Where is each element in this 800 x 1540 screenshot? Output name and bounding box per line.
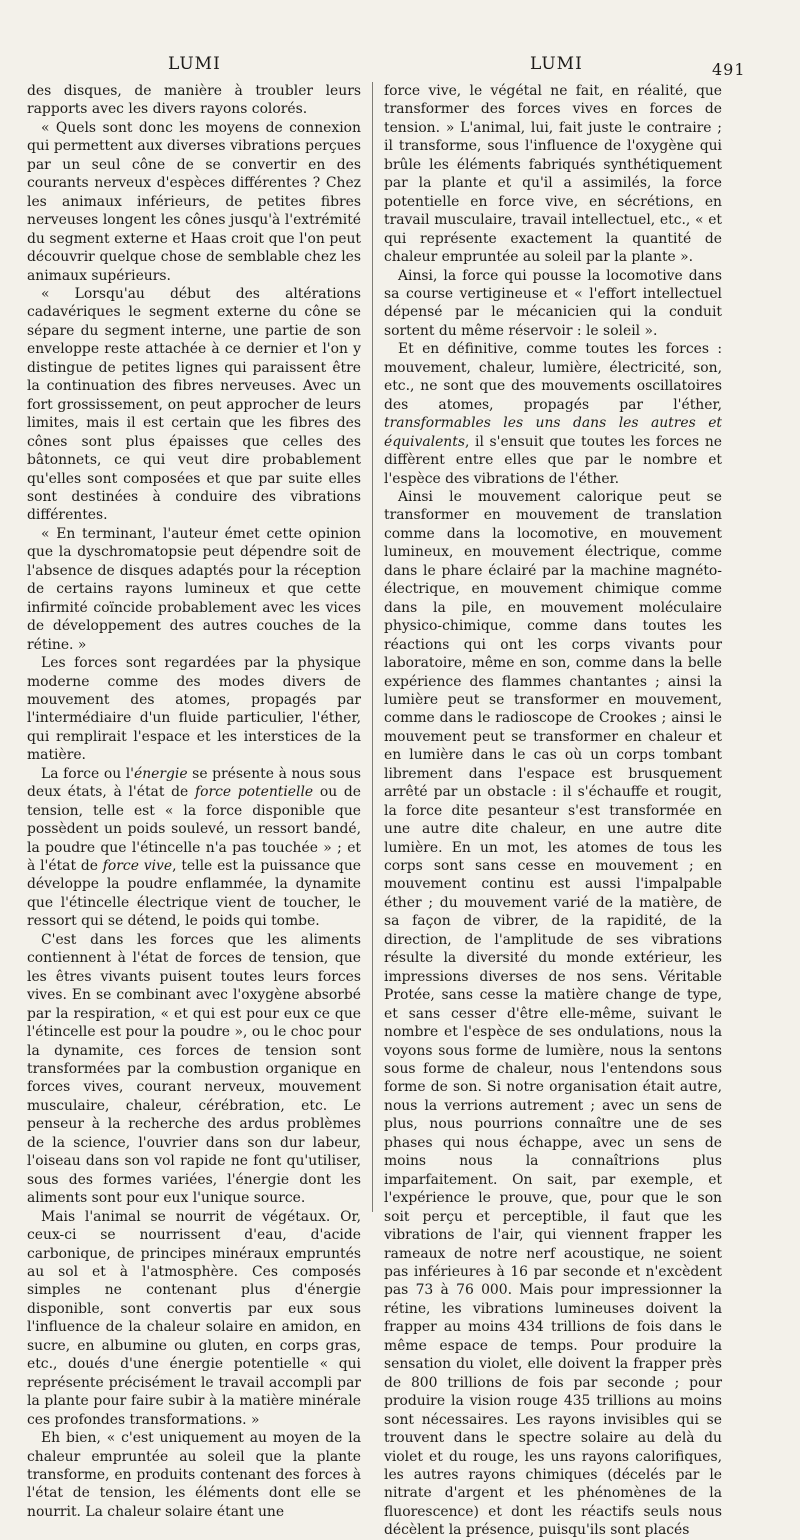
- running-title-left: LUMI: [168, 54, 221, 74]
- text-run: se présente à nous sous deux états, à l'état de: [27, 765, 361, 801]
- paragraph: [27, 765, 361, 931]
- paragraph: des disques, de manière à troubler leurs rapports avec les divers rayons colorés.: [27, 83, 361, 118]
- paragraph: « Lorsqu'au début des altérations cadavériques le segment externe du cône se sépare du segment interne, une partie de son enveloppe reste attachée à ce dernier et l'on y distingue de petites lignes qui paraissent être la continuation des fibres nerveuses. Avec un fort grossissement, on peut approcher de leurs limites, mais il est certain que les fibres des cônes sont plus épaisses que celles des bâtonnets, ce qui veut dire probablement qu'elles sont composées et que par suite elles sont destinées à conduire des vibrations différentes.: [27, 285, 361, 524]
- text-run: , telle est la puissance que développe la poudre enflammée, la dynamite que l'étincelle électrique vient de toucher, le ressort qui se détend, le poids qui tombe.: [27, 858, 361, 930]
- column-divider: [372, 82, 373, 1212]
- emphasis: énergie: [134, 765, 188, 782]
- paragraph: Eh bien, « c'est uniquement au moyen de la chaleur empruntée au soleil que la plante transforme, en produits contenant des forces à l'état de tension, les éléments dont elle se nourrit. La chaleur solaire étant une: [27, 1430, 361, 1520]
- paragraph: [384, 340, 722, 488]
- paragraph: C'est dans les forces que les aliments contiennent à l'état de forces de tension, que les êtres vivants puisent toutes leurs forces vives. En se combinant avec l'oxygène absorbé par la respiration, « et qui est pour eux ce que l'étincelle est pour la poudre », ou le choc pour la dynamite, ces forces de tension sont transformées par la combustion organique en forces vives, courant nerveux, mouvement musculaire, chaleur, cérébration, etc. Le penseur à la recherche des ardus problèmes de la science, l'ouvrier dans son dur labeur, l'oiseau dans son vol rapide ne font qu'utiliser, sous des formes variées, l'énergie dont les aliments sont pour eux l'unique source.: [27, 931, 361, 1207]
- text-run: , il s'ensuit que toutes les forces ne diffèrent entre elles que par le nombre et l'espèce des vibrations de l'éther.: [384, 433, 722, 487]
- emphasis: force potentielle: [194, 784, 314, 801]
- text-run: Et en définitive, comme toutes les forces : mouvement, chaleur, lumière, électricité, son, etc., ne sont que des mouvements oscillatoires des atomes, propagés par l'éther,: [384, 341, 722, 413]
- emphasis: transformables les uns dans les autres et équivalents: [384, 415, 722, 450]
- text-run: ou de tension, telle est « la force disponible que possèdent un poids soulevé, un ressort bandé, la poudre que l'étincelle n'a pas touchée » ; et à l'état de: [27, 784, 361, 875]
- paragraph: Ainsi le mouvement calorique peut se transformer en mouvement de translation comme dans la locomotive, en mouvement lumineux, en mouvement électrique, comme dans le phare éclairé par la machine magnéto-électrique, en mouvement chimique comme dans la pile, en mouvement moléculaire physico-chimique, comme dans toutes les réactions qui ont les corps vivants pour laboratoire, même en son, comme dans la belle expérience des flammes chantantes ; ainsi la lumière peut se transformer en mouvement, comme dans le radioscope de Crookes ; ainsi le mouvement peut se transformer en chaleur et en lumière dans le cas où un corps tombant librement dans l'espace est brusquement arrêté par un obstacle : il s'échauffe et rougit, la force dite pesanteur s'est transformée en une autre dite chaleur, en une autre dite lumière. En un mot, les atomes de tous les corps sont sans cesse en mouvement ; en mouvement continu est aussi l'impalpable éther ; du mouvement varié de la matière, de sa façon de vibrer, de la rapidité, de la direction, de l'amplitude de ses vibrations résulte la diversité du monde extérieur, les impressions diverses de nos sens. Véritable Protée, sans cesse la matière change de type, et sans cesser d'être elle-même, suivant le nombre et l'espèce de ses ondulations, nous la voyons sous forme de lumière, nous la sentons sous forme de chaleur, nous l'entendons sous forme de son. Si notre organisation était autre, nous la verrions autrement ; avec un sens de plus, nous pourrions connaître une de ses phases qui nous échappe, avec un sens de moins nous la connaîtrions plus imparfaitement. On sait, par exemple, et l'expérience le prouve, que, pour que le son soit perçu et perceptible, il faut que les vibrations de l'air, qui viennent frapper les rameaux de notre nerf acoustique, ne soient pas inférieures à 16 par seconde et n'excèdent pas 73 à 76 000. Mais pour impressionner la rétine, les vibrations lumineuses doivent la frapper au moins 434 trillions de fois dans le même espace de temps. Pour produire la sensation du violet, elle doivent la frapper près de 800 trillions de fois par seconde ; pour produire la vision rouge 435 trillions au moins sont nécessaires. Les rayons invisibles qui se trouvent dans le spectre solaire au delà du violet et du rouge, les uns rayons calorifiques, les autres rayons chimiques (décelés par le nitrate d'argent et les phénomènes de la fluorescence) et dont les réactifs seuls nous décèlent la présence, puisqu'ils sont placés: [384, 488, 722, 1539]
- page-header: [0, 46, 800, 79]
- paragraph: « En terminant, l'auteur émet cette opinion que la dyschromatopsie peut dépendre soit de l'absence de disques adaptés pour la réception de certains rayons lumineux et que cette infirmité coïncide probablement avec les vices de développement des autres couches de la rétine. »: [27, 525, 361, 653]
- right-column: [384, 82, 722, 1539]
- paragraph: « Quels sont donc les moyens de connexion qui permettent aux diverses vibrations perçues par un seul cône de se convertir en des courants nerveux d'espèces différentes ? Chez les animaux inférieurs, de petites fibres nerveuses longent les cônes jusqu'à l'extrémité du segment externe et Haas croit que l'on peut découvrir quelque chose de semblable chez les animaux supérieurs.: [27, 119, 361, 284]
- emphasis: force vive: [102, 858, 173, 875]
- paragraph: Les forces sont regardées par la physique moderne comme des modes divers de mouvement des atomes, propagés par l'intermédiaire d'un fluide particulier, l'éther, qui remplirait l'espace et les interstices de la matière.: [27, 655, 361, 764]
- page-number: 491: [712, 60, 746, 79]
- text-run: La force ou l': [41, 765, 134, 782]
- left-column: [27, 82, 361, 1520]
- paragraph: Ainsi, la force qui pousse la locomotive dans sa course vertigineuse et « l'effort intellectuel dépensé par le mécanicien qui la conduit sortent du même réservoir : le soleil ».: [384, 267, 722, 339]
- running-title-right: LUMI: [530, 54, 583, 74]
- paragraph: Mais l'animal se nourrit de végétaux. Or, ceux-ci se nourrissent d'eau, d'acide carbonique, de principes minéraux empruntés au sol et à l'atmosphère. Ces composés simples ne contenant plus d'énergie disponible, sont convertis par eux sous l'influence de la chaleur solaire en amidon, en sucre, en albumine ou gluten, en corps gras, etc., doués d'une énergie potentielle « qui représente précisément le travail accompli par la plante pour faire subir à la matière minérale ces profondes transformations. »: [27, 1208, 361, 1428]
- paragraph: force vive, le végétal ne fait, en réalité, que transformer des forces vives en forces de tension. » L'animal, lui, fait juste le contraire ; il transforme, sous l'influence de l'oxygène qui brûle les éléments fabriqués synthétiquement par la plante et qu'il a assimilés, la force potentielle en force vive, en sécrétions, en travail musculaire, travail intellectuel, etc., « et qui représente exactement la quantité de chaleur empruntée au soleil par la plante ».: [384, 83, 722, 266]
